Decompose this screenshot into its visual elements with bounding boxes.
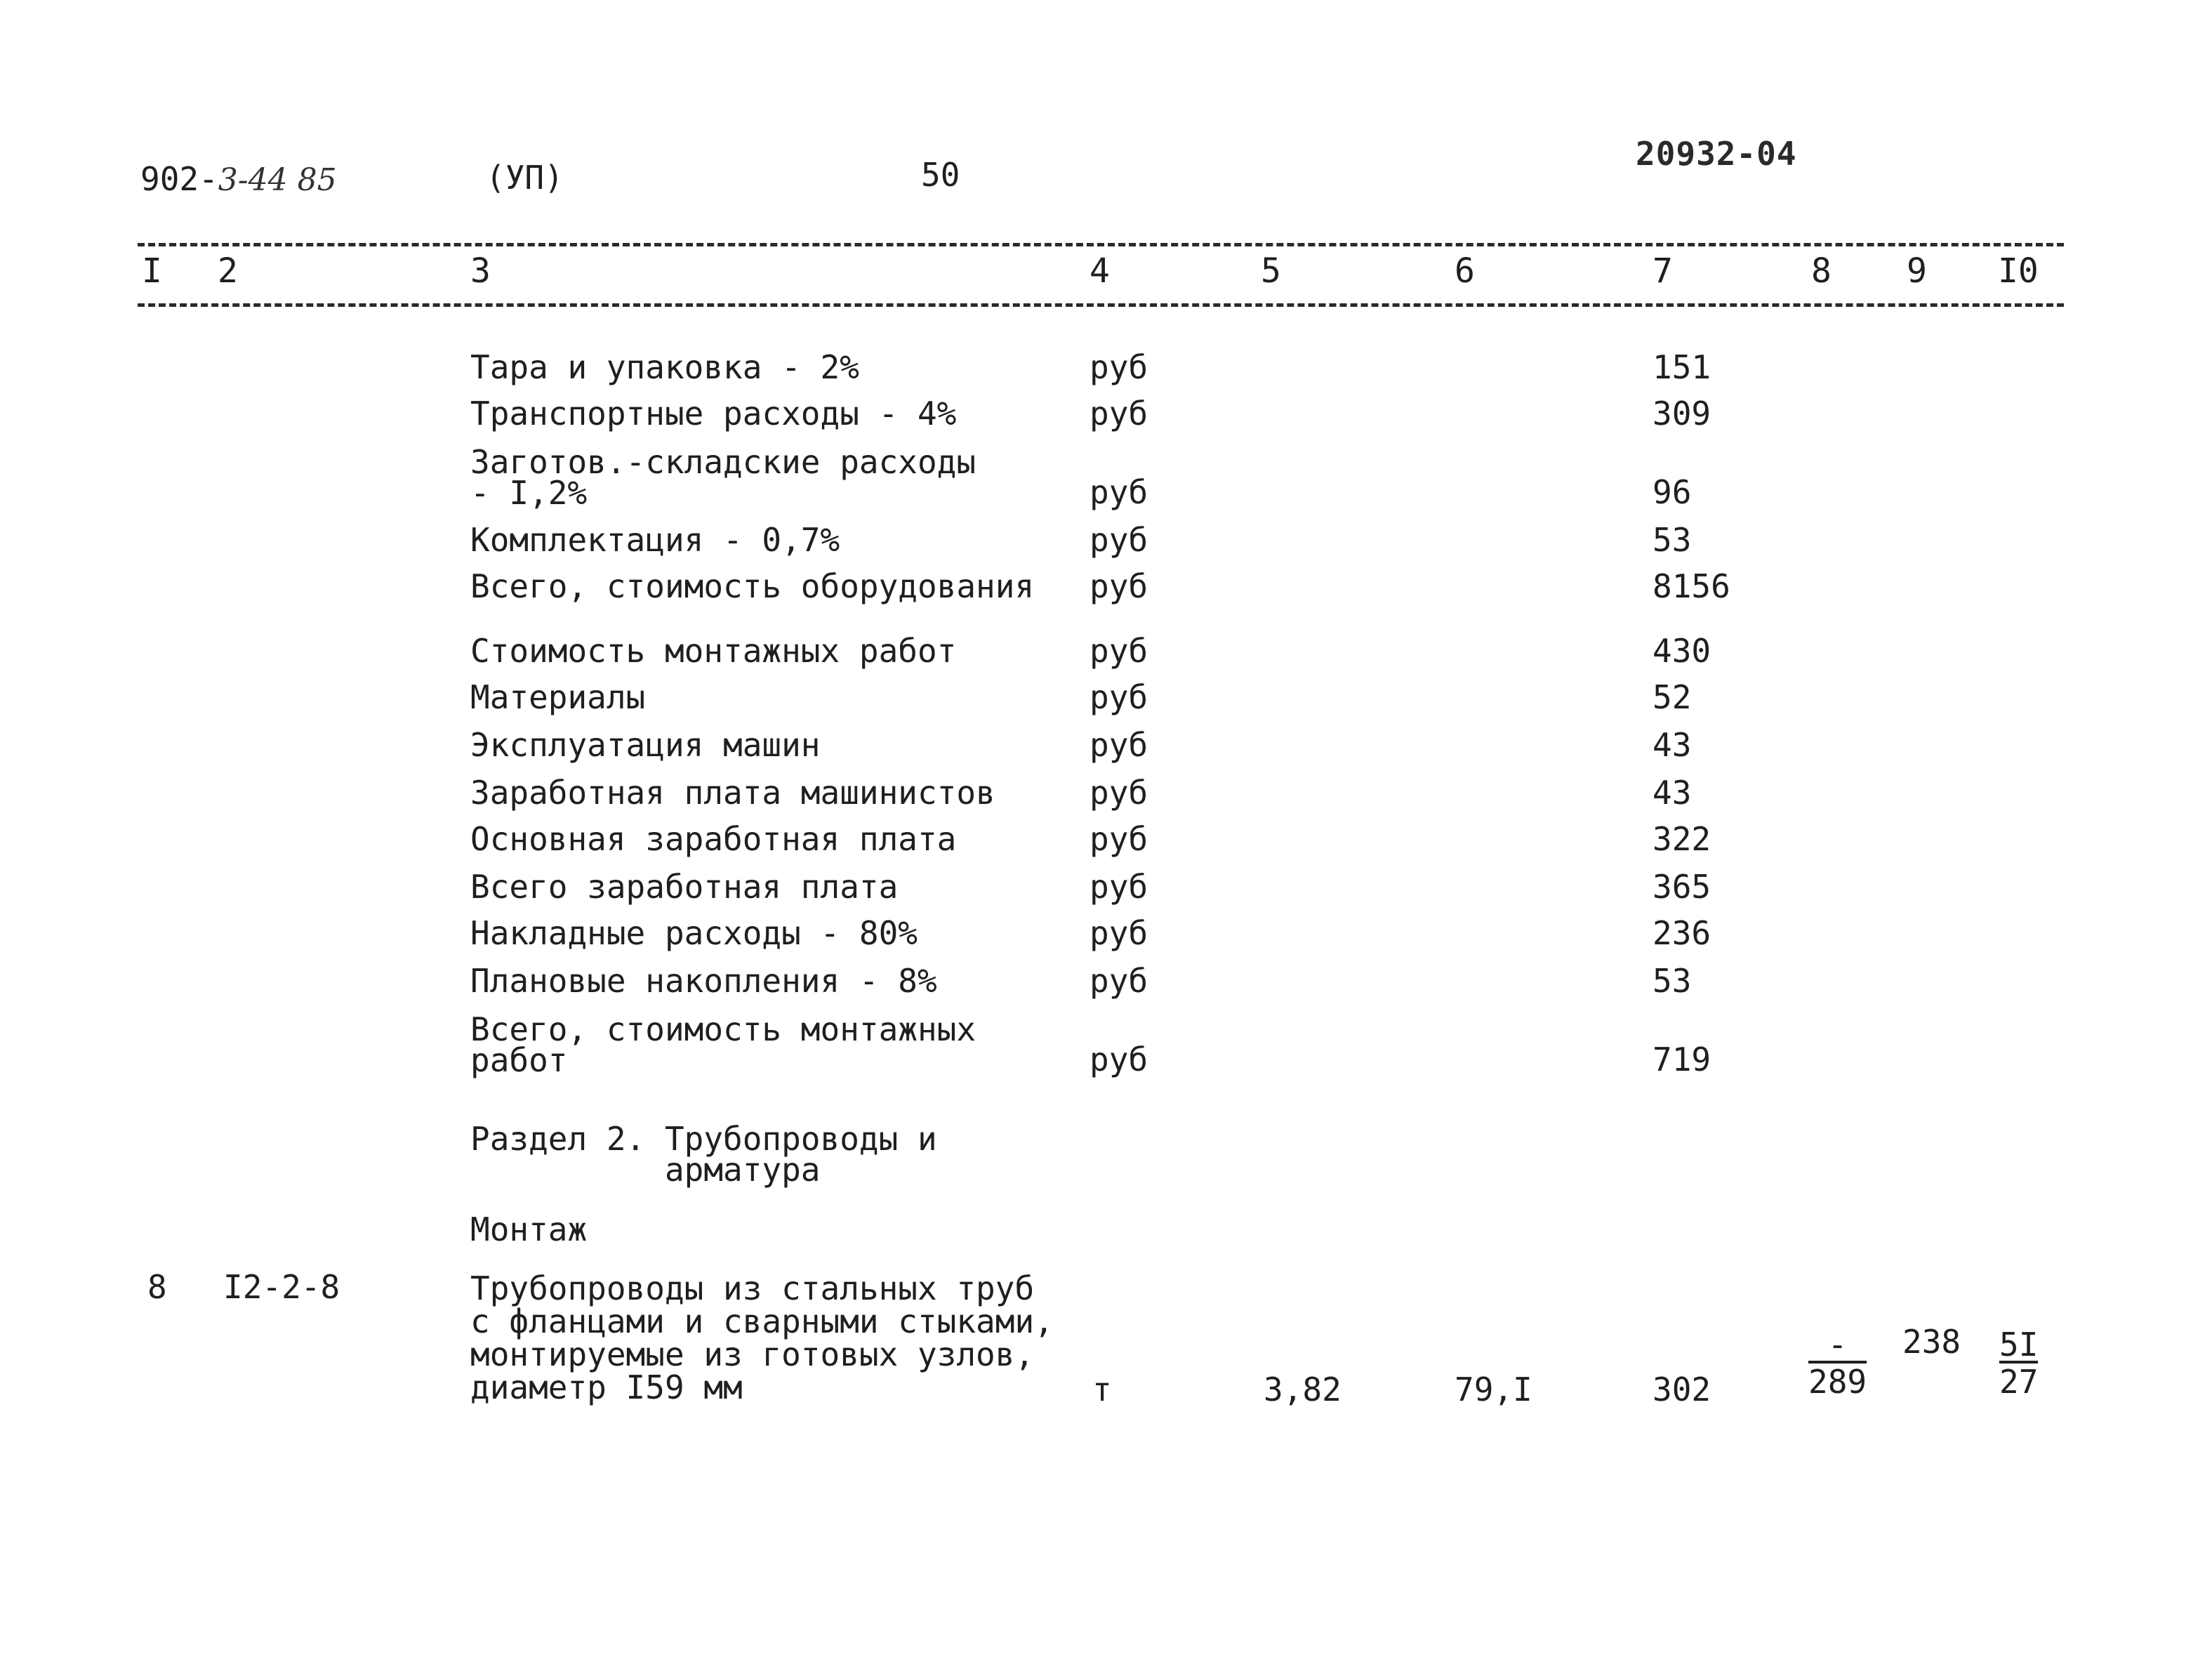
column-number-7: 7 [1653,251,1673,291]
row-unit: руб [1090,567,1148,605]
item-col8-fraction [1808,1328,1867,1400]
row-unit: руб [1090,774,1148,812]
row-description: Комплектация - 0,7% [470,521,840,559]
document-code-printed: 902- [140,160,218,198]
item-quantity: 3,82 [1264,1371,1342,1408]
row-description-line: Всего, стоимость монтажных [470,1010,976,1048]
row-description: Тара и упаковка - 2% [470,348,859,386]
section-heading [470,1120,937,1189]
column-number-6: 6 [1455,251,1475,291]
item-description-line: монтируемые из готовых узлов, [470,1335,1035,1373]
document-mark: (УП) [486,159,564,197]
row-description: Материалы [470,678,646,716]
row-description: Транспортные расходы - 4% [470,395,957,433]
item-col10-denominator: 27 [1999,1363,2039,1401]
item-col10-numerator: 5I [1999,1326,2039,1364]
row-amount: 151 [1653,348,1711,386]
row-unit: руб [1090,868,1148,906]
item-total: 302 [1653,1371,1711,1408]
item-unit: т [1092,1371,1112,1408]
item-description [470,1269,1054,1406]
row-amount: 53 [1653,962,1692,1000]
row-unit: руб [1090,962,1148,1000]
row-unit: руб [1090,1041,1148,1078]
row-description-line: работ [470,1041,568,1079]
row-unit: руб [1090,726,1148,764]
row-description: Заработная плата машинистов [470,774,995,812]
row-description-line: Заготов.-складские расходы [470,443,976,481]
item-col10-fraction [1999,1328,2038,1400]
item-description-line: Трубопроводы из стальных труб [470,1269,1035,1307]
item-col8-numerator: - [1808,1328,1867,1364]
row-unit: руб [1090,521,1148,559]
row-amount: 236 [1653,914,1711,952]
row-amount: 719 [1653,1041,1711,1078]
column-number-9: 9 [1907,251,1927,291]
row-description [470,443,976,512]
section-heading-line: Раздел 2. Трубопроводы и [470,1120,937,1158]
row-unit: руб [1090,632,1148,670]
row-unit: руб [1090,914,1148,952]
item-number: 8 [147,1268,167,1306]
item-unit-price: 79,I [1455,1371,1532,1408]
row-description: Всего заработная плата [470,868,899,906]
column-number-8: 8 [1811,251,1832,291]
archive-stamp: 20932-04 [1636,135,1797,173]
row-amount: 43 [1653,774,1692,812]
row-amount: 8156 [1653,567,1730,605]
header-rule-top [138,243,2064,246]
row-amount: 53 [1653,521,1692,559]
item-code: I2-2-8 [223,1268,340,1306]
row-description: Основная заработная плата [470,820,957,858]
row-description: Накладные расходы - 80% [470,914,918,952]
document-code [140,160,337,198]
row-description-line: - I,2% [470,474,588,512]
row-description: Всего, стоимость оборудования [470,567,1035,605]
row-unit: руб [1090,395,1148,433]
row-amount: 365 [1653,868,1711,906]
row-description [470,1010,976,1079]
row-amount: 43 [1653,726,1692,764]
column-number-1: I [142,251,162,291]
item-col8-denominator: 289 [1808,1363,1867,1401]
page-number: 50 [921,156,960,194]
column-number-10: I0 [1998,251,2039,291]
section-subheading: Монтаж [470,1210,588,1248]
row-description: Плановые накопления - 8% [470,962,937,1000]
row-unit: руб [1090,348,1148,386]
column-number-3: 3 [470,251,491,291]
column-number-5: 5 [1261,251,1281,291]
column-number-2: 2 [218,251,238,291]
row-amount: 309 [1653,395,1711,433]
header-rule-bottom [138,303,2064,307]
item-col9-value: 238 [1902,1323,1961,1361]
document-code-handwritten: 3-44 85 [218,162,337,198]
item-description-line: с фланцами и сварными стыками, [470,1302,1054,1340]
row-unit: руб [1090,473,1148,511]
row-unit: руб [1090,678,1148,716]
row-description: Эксплуатация машин [470,726,821,764]
item-description-line: диаметр I59 мм [470,1368,743,1406]
row-amount: 96 [1653,473,1692,511]
row-description: Стоимость монтажных работ [470,632,957,670]
section-heading-line: арматура [470,1151,821,1189]
row-amount: 52 [1653,678,1692,716]
column-number-4: 4 [1090,251,1110,291]
row-amount: 322 [1653,820,1711,858]
row-amount: 430 [1653,632,1711,670]
row-unit: руб [1090,820,1148,858]
